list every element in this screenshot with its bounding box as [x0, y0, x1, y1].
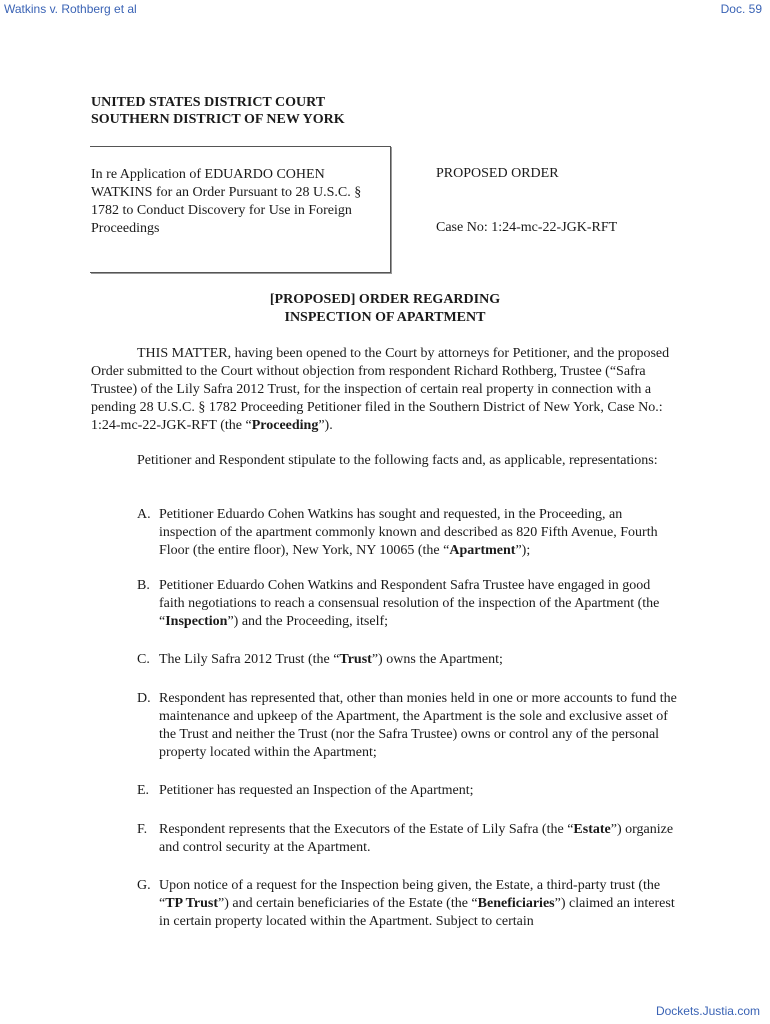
court-line-2: SOUTHERN DISTRICT OF NEW YORK [91, 112, 345, 127]
list-item-text: Petitioner Eduardo Cohen Watkins and Respondent Safra Trustee have engaged in good faith negotiations to reach a consensual resolution of the inspection of the Apartment (the “Inspection”) and the Proceeding, itself; [159, 578, 660, 629]
justia-footer-link[interactable]: Dockets.Justia.com [655, 1004, 760, 1018]
list-item-label: E. [137, 783, 150, 798]
list-item-text: Respondent represents that the Executors of the Estate of Lily Safra (the “Estate”) organize and control security at the Apartment. [159, 822, 674, 855]
list-item-label: G. [137, 878, 151, 893]
list-item-label: A. [137, 507, 151, 522]
list-item-c [137, 651, 677, 669]
doc-number-link[interactable]: Doc. 59 [720, 2, 762, 16]
order-title [0, 291, 770, 327]
caption-case-number: Case No: 1:24-mc-22-JGK-RFT [436, 220, 618, 235]
caption-matter: In re Application of EDUARDO COHEN WATKINS for an Order Pursuant to 28 U.S.C. § 1782 to Conduct Discovery for Use in Foreign Proceedings [91, 167, 362, 236]
list-item-text: The Lily Safra 2012 Trust (the “Trust”) owns the Apartment; [159, 652, 503, 667]
order-title-line-1: [PROPOSED] ORDER REGARDING [269, 292, 501, 307]
paragraph-this-matter [91, 345, 671, 435]
list-item-text: Petitioner Eduardo Cohen Watkins has sought and requested, in the Proceeding, an inspection of the apartment commonly known and described as 820 Fifth Avenue, Fourth Floor (the entire floor), New York, NY 10065 (the “Apartment”); [159, 507, 658, 558]
defined-term: Trust [339, 652, 372, 667]
list-item-f [137, 821, 677, 857]
list-item-g [137, 877, 677, 931]
defined-term: TP Trust [165, 896, 218, 911]
paragraph-stipulation: Petitioner and Respondent stipulate to the following facts and, as applicable, representations: [137, 453, 658, 468]
p1-text-c: ”). [318, 418, 333, 433]
defined-term: Estate [573, 822, 611, 837]
defined-term: Inspection [165, 614, 228, 629]
court-heading [91, 94, 345, 128]
list-item-label: B. [137, 578, 150, 593]
list-item-text: Upon notice of a request for the Inspection being given, the Estate, a third-party trust (the “TP Trust”) and certain beneficiaries of the Estate (the “Beneficiaries”) claimed an interest in certain property located within the Apartment. Subject to certain [159, 878, 675, 929]
list-item-label: C. [137, 652, 150, 667]
p1-text-a: THIS MATTER, having been opened to the Court by attorneys for Petitioner, and the proposed Order submitted to the Court without objection from respondent Richard Rothberg, Trustee (“Safra Trustee) of the Lily Safra 2012 Trust, for the inspection of certain real property in connection with a pending 28 U.S.C. § 1782 Proceeding Petitioner filed in the Southern District of New York, Case No.: 1:24-mc-22-JGK-RFT (the “ [91, 346, 670, 433]
order-title-line-2: INSPECTION OF APARTMENT [284, 310, 486, 325]
defined-term: Beneficiaries [477, 896, 555, 911]
caption-doc-type: PROPOSED ORDER [436, 166, 559, 181]
list-item-d [137, 690, 677, 762]
case-name-link[interactable]: Watkins v. Rothberg et al [4, 2, 137, 16]
court-line-1: UNITED STATES DISTRICT COURT [91, 95, 326, 110]
defined-term: Apartment [449, 543, 516, 558]
list-item-e [137, 782, 677, 800]
list-item-label: D. [137, 691, 151, 706]
p1-defined-term: Proceeding [251, 418, 319, 433]
list-item-a [137, 506, 677, 560]
list-item-text: Petitioner has requested an Inspection of the Apartment; [159, 783, 474, 798]
list-item-b [137, 577, 677, 631]
list-item-text: Respondent has represented that, other than monies held in one or more accounts to fund the maintenance and upkeep of the Apartment, the Apartment is the sole and exclusive asset of the Trust and neither the Trust (nor the Safra Trustee) owns or control any of the personal property located within the Apartment; [159, 691, 677, 760]
list-item-label: F. [137, 822, 148, 837]
